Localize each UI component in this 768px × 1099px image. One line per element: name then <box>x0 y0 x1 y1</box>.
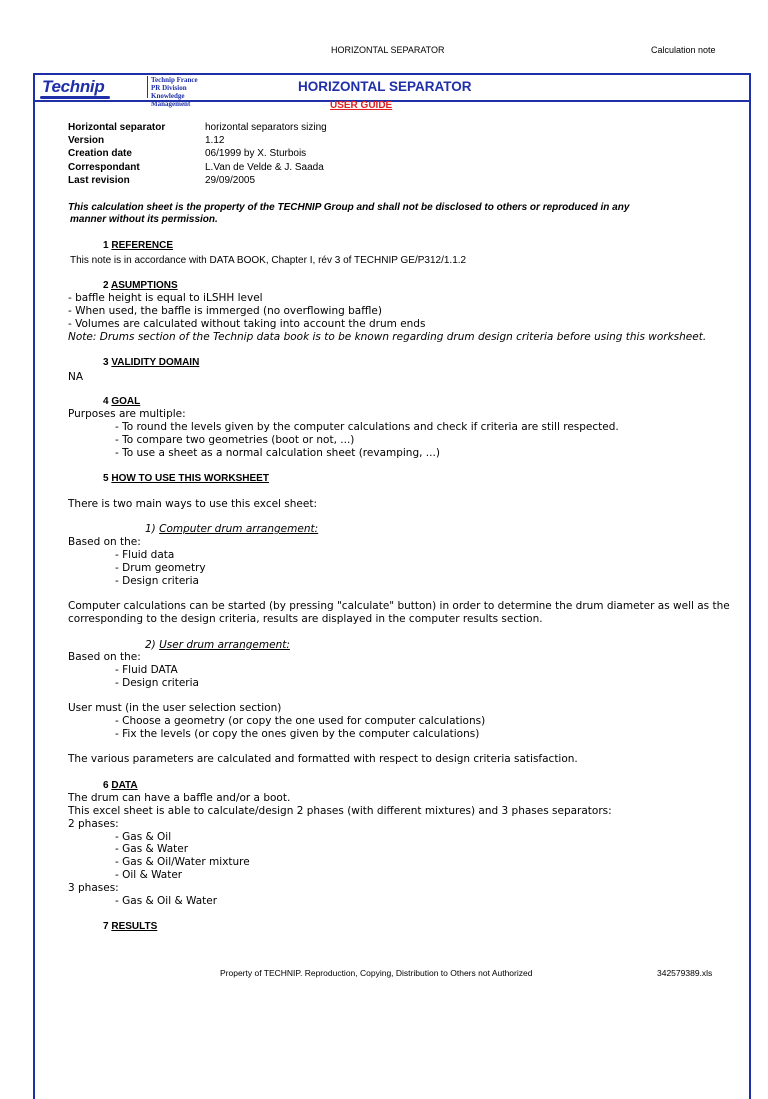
goal-item: - To compare two geometries (boot or not, ...) <box>115 434 355 446</box>
logo-divider <box>147 76 148 98</box>
section-title: VALIDITY DOMAIN <box>111 357 200 368</box>
data-line: This excel sheet is able to calculate/design 2 phases (with different mixtures) and 3 phases separators: <box>68 805 612 817</box>
section-reference-heading <box>103 240 173 251</box>
validity-text: NA <box>68 371 84 383</box>
computer-paragraph-1: Computer calculations can be started (by pressing "calculate" button) in order to determine the drum diameter as well as the <box>68 600 730 612</box>
user-item: - Fix the levels (or copy the ones given by the computer calculations) <box>115 728 480 740</box>
logo-line-2: PR Division <box>151 84 187 92</box>
computer-item: - Drum geometry <box>115 562 206 574</box>
meta-value: 29/09/2005 <box>205 175 256 186</box>
two-phases-label: 2 phases: <box>68 818 119 830</box>
goal-intro: Purposes are multiple: <box>68 408 186 420</box>
subsection-title: Computer drum arrangement: <box>159 523 319 535</box>
meta-label: Last revision <box>68 175 130 186</box>
logo-line-1: Technip France <box>151 76 198 84</box>
goal-item: - To use a sheet as a normal calculation sheet (revamping, ...) <box>115 447 440 459</box>
section-number: 3 <box>103 357 109 368</box>
three-phases-label: 3 phases: <box>68 882 119 894</box>
logo-brand: Technip <box>42 77 105 96</box>
section-validity-heading <box>103 357 199 368</box>
data-line: The drum can have a baffle and/or a boot. <box>68 792 291 804</box>
meta-value: 06/1999 by X. Sturbois <box>205 148 307 159</box>
section-assumptions-heading <box>103 280 178 291</box>
reference-text: This note is in accordance with DATA BOOK, Chapter I, rév 3 of TECHNIP GE/P312/1.1.2 <box>70 255 467 266</box>
phase-item: - Gas & Oil & Water <box>115 895 218 907</box>
assumption-line: - baffle height is equal to iLSHH level <box>68 292 263 304</box>
section-number: 7 <box>103 921 109 932</box>
computer-item: - Fluid data <box>115 549 175 561</box>
computer-based-on: Based on the: <box>68 536 141 548</box>
confidentiality-notice-2: manner without its permission. <box>70 214 218 225</box>
phase-item: - Oil & Water <box>115 869 183 881</box>
assumption-line: - Volumes are calculated without taking into account the drum ends <box>68 318 426 330</box>
footer-copyright: Property of TECHNIP. Reproduction, Copying, Distribution to Others not Authorized <box>220 968 533 978</box>
section-number: 4 <box>103 396 109 407</box>
user-item: - Choose a geometry (or copy the one used for computer calculations) <box>115 715 486 727</box>
technip-logo <box>36 76 200 108</box>
meta-label: Creation date <box>68 148 132 159</box>
confidentiality-notice-1: This calculation sheet is the property of the TECHNIP Group and shall not be disclosed to others or reproduced in any <box>68 202 630 213</box>
section-results-heading <box>103 921 157 932</box>
meta-label: Horizontal separator <box>68 122 166 133</box>
section-title: DATA <box>111 780 138 791</box>
section-goal-heading <box>103 396 140 407</box>
user-based-on: Based on the: <box>68 651 141 663</box>
subsection-title: User drum arrangement: <box>159 639 290 651</box>
meta-value: horizontal separators sizing <box>205 122 327 133</box>
section-number: 6 <box>103 780 109 791</box>
meta-value: 1.12 <box>205 135 225 146</box>
section-number: 5 <box>103 473 109 484</box>
section-data-heading <box>103 780 138 791</box>
meta-label: Version <box>68 135 105 146</box>
user-item: - Design criteria <box>115 677 199 689</box>
phase-item: - Gas & Oil <box>115 831 172 843</box>
subsection-number: 2) <box>145 639 156 651</box>
howto-intro: There is two main ways to use this excel sheet: <box>68 498 318 510</box>
computer-item: - Design criteria <box>115 575 199 587</box>
user-paragraph: The various parameters are calculated and formatted with respect to design criteria satisfaction. <box>68 753 578 765</box>
user-must: User must (in the user selection section) <box>68 702 282 714</box>
goal-item: - To round the levels given by the computer calculations and check if criteria are still respected. <box>115 421 619 433</box>
user-item: - Fluid DATA <box>115 664 178 676</box>
subsection-computer-heading <box>145 523 318 535</box>
meta-value: L.Van de Velde & J. Saada <box>205 162 324 173</box>
computer-paragraph-2: corresponding to the design criteria, results are displayed in the computer results section. <box>68 613 543 625</box>
assumption-line: - When used, the baffle is immerged (no overflowing baffle) <box>68 305 382 317</box>
logo-swoosh <box>40 96 110 99</box>
phase-item: - Gas & Water <box>115 843 189 855</box>
footer-filename: 342579389.xls <box>657 968 713 978</box>
section-number: 1 <box>103 240 109 251</box>
section-title: ASUMPTIONS <box>110 280 178 291</box>
subsection-user-heading <box>145 639 290 651</box>
user-guide-label: USER GUIDE <box>330 100 393 111</box>
section-number: 2 <box>103 280 109 291</box>
section-title: HOW TO USE THIS WORKSHEET <box>111 473 269 484</box>
section-howto-heading <box>103 473 269 484</box>
banner-title: HORIZONTAL SEPARATOR <box>298 79 472 94</box>
page-header-note: Calculation note <box>651 45 716 55</box>
logo-line-3: Knowledge Management <box>151 92 191 108</box>
subsection-number: 1) <box>145 523 156 535</box>
section-title: GOAL <box>111 396 141 407</box>
assumption-note: Note: Drums section of the Technip data book is to be known regarding drum design criteria before using this worksheet. <box>68 331 707 343</box>
phase-item: - Gas & Oil/Water mixture <box>115 856 250 868</box>
section-title: REFERENCE <box>111 240 174 251</box>
page-header-title: HORIZONTAL SEPARATOR <box>331 45 445 55</box>
section-title: RESULTS <box>111 921 158 932</box>
meta-label: Correspondant <box>68 162 140 173</box>
